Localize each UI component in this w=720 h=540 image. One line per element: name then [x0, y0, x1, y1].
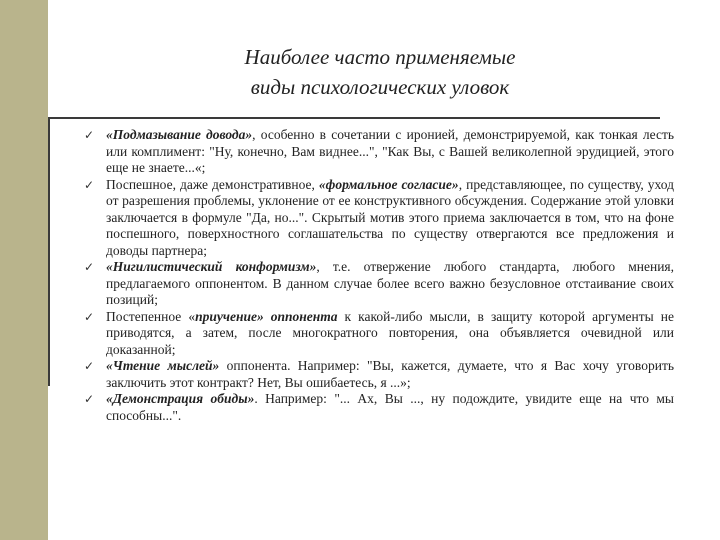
- checkmark-icon: ✓: [84, 128, 95, 142]
- item-term: «Чтение мыслей»: [106, 358, 220, 373]
- checkmark-icon: ✓: [84, 177, 95, 192]
- list-item: [84, 127, 674, 177]
- list-item: [84, 177, 674, 260]
- checkmark-icon: ✓: [84, 309, 95, 324]
- title-divider: [48, 117, 660, 119]
- item-text: , т.е. отвержение любого стандарта, любого мнения, предлагаемого оппонентом. В данном случае более всего важно безусловное отстаивание своих позиций;: [106, 259, 675, 307]
- slide-title: [150, 42, 610, 102]
- item-text: оппонента. Например: "Вы, кажется, думаете, что я Вас хочу уговорить заключить этот контракт? Нет, Вы ошибаетесь, я ...»;: [106, 358, 674, 390]
- item-text: , представляющее, по существу, уход от разрешения проблемы, уклонение от ее конструктивного обсуждения. Содержание этой уловки заключается в формуле "Да, но...". Скрытый мотив этого приема заключается в том, что на фоне поспешного, поверхностного соглашательства по существу отвергаются все предложения и доводы партнера;: [106, 176, 674, 258]
- item-prefix: Поспешное, даже демонстративное,: [106, 176, 319, 192]
- item-term: «Демонстрация обиды»: [106, 391, 255, 406]
- item-prefix: Постепенное «: [106, 308, 196, 324]
- checkmark-icon: ✓: [84, 260, 95, 274]
- left-vertical-rule: [48, 118, 50, 386]
- list-item: [84, 358, 674, 391]
- list-item: [84, 309, 674, 359]
- item-term: приучение» оппонента: [195, 308, 338, 324]
- checkmark-icon: ✓: [84, 392, 95, 406]
- item-text: к какой-либо мысли, в защиту которой аргументы не приводятся, а затем, после многократного повторения, она объявляется очевидной или доказанной;: [106, 308, 674, 357]
- item-text: , особенно в сочетании с иронией, демонстрируемой, как тонкая лесть или комплимент: "Ну, конечно, Вам виднее...", "Как Вы, с Вашей великолепной эрудицией, этого еще не знаете...«;: [106, 127, 674, 175]
- item-term: «Подмазывание довода»: [106, 127, 253, 142]
- checkmark-icon: ✓: [84, 359, 95, 373]
- list-item: [84, 259, 674, 309]
- title-line-1: Наиболее часто применяемые: [244, 45, 516, 69]
- item-text: . Например: "... Ах, Вы ..., ну подождите, увидите еще на что мы способны...".: [106, 391, 674, 423]
- item-term: «Нигилистический конформизм»: [106, 259, 317, 274]
- title-line-2: виды психологических уловок: [250, 75, 510, 99]
- item-term: «формальное согласие»: [318, 176, 459, 192]
- list-item: [84, 391, 674, 424]
- left-accent-band: [0, 0, 48, 540]
- bullet-list: [84, 127, 674, 424]
